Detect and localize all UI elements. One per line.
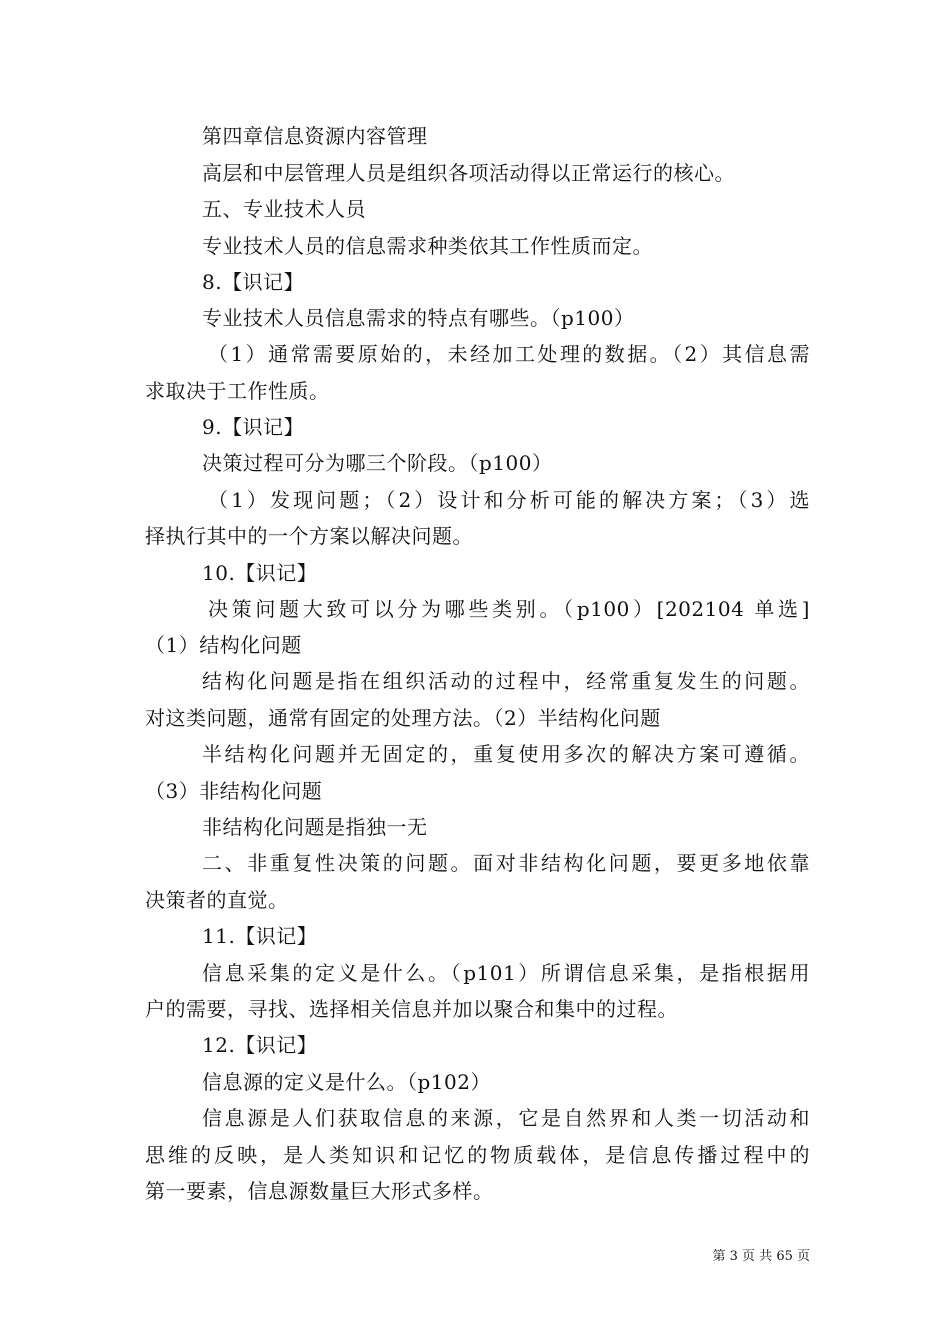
- item-heading: 9.【识记】: [202, 415, 305, 439]
- answer-line: 对这类问题，通常有固定的处理方法。（2）半结构化问题: [145, 706, 661, 730]
- answer-line: 决策者的直觉。: [145, 888, 289, 912]
- answer-line: 结构化问题是指在组织活动的过程中，经常重复发生的问题。: [202, 669, 810, 693]
- answer-line: 求取决于工作性质。: [145, 379, 330, 403]
- question-line: 决策问题大致可以分为哪些类别。（p100）[202104 单选]: [208, 597, 810, 621]
- page-number: 第 3 页 共 65 页: [712, 1249, 810, 1264]
- question-line: 信息采集的定义是什么。（p101）所谓信息采集，是指根据用: [202, 961, 810, 985]
- question-line: 专业技术人员信息需求的特点有哪些。（p100）: [202, 306, 635, 330]
- section-heading: 五、专业技术人员: [202, 197, 366, 221]
- answer-line: （1）结构化问题: [145, 633, 302, 657]
- answer-line: 思维的反映，是人类知识和记忆的物质载体，是信息传播过程中的: [145, 1143, 810, 1167]
- item-heading: 12.【识记】: [202, 1033, 318, 1057]
- paragraph-line: 专业技术人员的信息需求种类依其工作性质而定。: [202, 234, 653, 258]
- question-line: 决策过程可分为哪三个阶段。（p100）: [202, 451, 553, 475]
- chapter-heading: 第四章信息资源内容管理: [202, 124, 428, 148]
- question-line: 信息源的定义是什么。（p102）: [202, 1070, 491, 1094]
- answer-line: 择执行其中的一个方案以解决问题。: [145, 524, 473, 548]
- answer-line: 半结构化问题并无固定的，重复使用多次的解决方案可遵循。: [202, 742, 810, 766]
- item-heading: 8.【识记】: [202, 270, 305, 294]
- answer-line: （1）通常需要原始的，未经加工处理的数据。（2）其信息需: [208, 342, 810, 366]
- paragraph-line: 高层和中层管理人员是组织各项活动得以正常运行的核心。: [202, 161, 735, 185]
- answer-line: （1）发现问题；（2）设计和分析可能的解决方案；（3）选: [208, 488, 810, 512]
- item-heading: 11.【识记】: [202, 924, 318, 948]
- answer-line: （3）非结构化问题: [145, 779, 323, 803]
- item-heading: 10.【识记】: [202, 561, 318, 585]
- answer-line: 第一要素，信息源数量巨大形式多样。: [145, 1179, 494, 1203]
- answer-line: 信息源是人们获取信息的来源，它是自然界和人类一切活动和: [202, 1106, 810, 1130]
- answer-line: 二、非重复性决策的问题。面对非结构化问题，要更多地依靠: [202, 851, 810, 875]
- answer-line: 户的需要，寻找、选择相关信息并加以聚合和集中的过程。: [145, 997, 678, 1021]
- answer-line: 非结构化问题是指独一无: [202, 815, 428, 839]
